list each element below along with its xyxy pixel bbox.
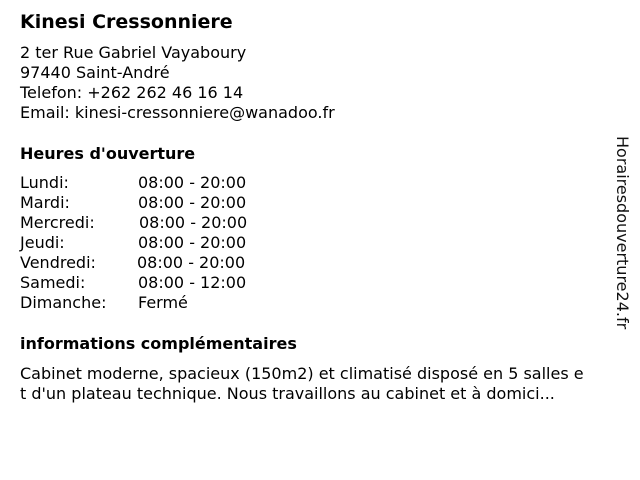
opening-hours-heading: Heures d'ouverture (20, 144, 196, 163)
hours-row-saturday (20, 273, 280, 293)
day-hours: 08:00 - 20:00 (138, 173, 247, 192)
day-label: Lundi: (20, 173, 69, 192)
day-hours: 08:00 - 20:00 (139, 213, 248, 232)
description-line: t d'un plateau technique. Nous travaillons au cabinet et à domici... (20, 384, 555, 403)
day-hours: 08:00 - 20:00 (138, 193, 247, 212)
description-line: Cabinet moderne, spacieux (150m2) et climatisé disposé en 5 salles e (20, 364, 584, 383)
hours-row-thursday (20, 233, 280, 253)
hours-row-wednesday (20, 213, 280, 233)
description-text (20, 364, 632, 404)
phone-number: Telefon: +262 262 46 16 14 (20, 83, 244, 102)
day-label: Mardi: (20, 193, 70, 212)
day-label: Vendredi: (20, 253, 96, 272)
hours-row-tuesday (20, 193, 280, 213)
hours-row-monday (20, 173, 280, 193)
email-address: Email: kinesi-cressonniere@wanadoo.fr (20, 103, 335, 122)
address-street: 2 ter Rue Gabriel Vayaboury (20, 43, 247, 62)
hours-row-friday (20, 253, 280, 273)
day-label: Mercredi: (20, 213, 95, 232)
business-name: Kinesi Cressonniere (20, 11, 233, 33)
opening-hours-table (20, 173, 280, 313)
day-hours: Fermé (138, 293, 188, 312)
day-hours: 08:00 - 20:00 (137, 253, 246, 272)
site-watermark: Horairesdouverture24.fr (613, 136, 632, 330)
hours-row-sunday (20, 293, 280, 313)
day-label: Dimanche: (20, 293, 107, 312)
day-hours: 08:00 - 12:00 (138, 273, 247, 292)
day-hours: 08:00 - 20:00 (138, 233, 247, 252)
address-city: 97440 Saint-André (20, 63, 170, 82)
contact-block (20, 43, 335, 123)
additional-info-heading: informations complémentaires (20, 334, 297, 353)
day-label: Jeudi: (20, 233, 65, 252)
day-label: Samedi: (20, 273, 86, 292)
